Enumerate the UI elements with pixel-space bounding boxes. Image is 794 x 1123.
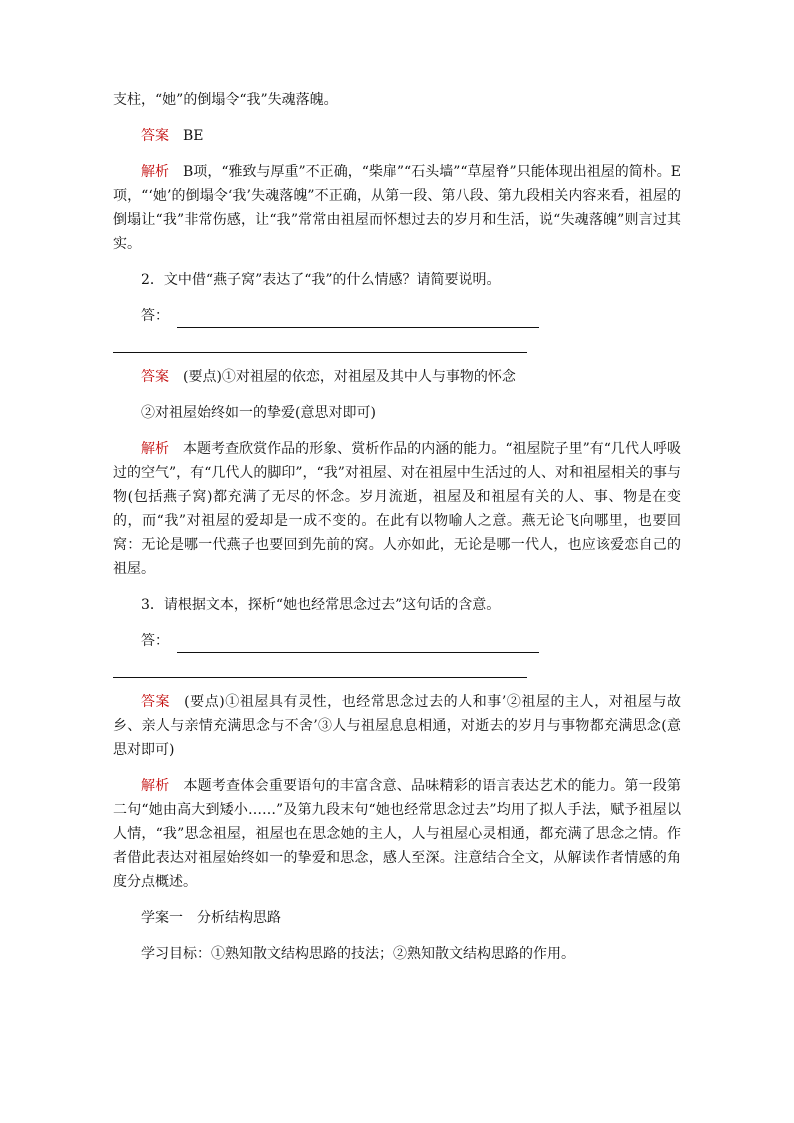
answer-3-text: (要点)①祖屋具有灵性，也经常思念过去的人和事’②祖屋的主人，对祖屋与故乡、亲人与亲情充满思念与不舍’③人与祖屋息息相通，对逝去的岁月与事物都充满思念(意思对即可) (113, 694, 682, 758)
question-2-answer-line[interactable] (113, 304, 681, 328)
analysis-label: 解析 (141, 778, 170, 794)
analysis-3-text: 本题考查体会重要语句的丰富含意、品味精彩的语言表达艺术的能力。第一段第二句“她由高大到矮小……”及第九段末句“她也经常思念过去”均用了拟人手法，赋予祖屋以人情，“我”思念祖屋，祖屋也在思念她的主人，人与祖屋心灵相通，都充满了思念之情。作者借此表达对祖屋始终如一的挚爱和思念，感人至深。注意结合全文，从解读作者情感的角度分点概述。 (113, 778, 682, 890)
answer-label: 答案 (141, 369, 169, 385)
answer-prompt: 答： (141, 633, 169, 649)
answer-blank-full-rule[interactable] (113, 328, 527, 353)
analysis-label: 解析 (141, 164, 170, 180)
analysis-1-text: B项，“雅致与厚重”不正确，“柴扉”“石头墙”“草屋脊”只能体现出祖屋的简朴。E项，“‘她’的倒塌令‘我’失魂落魄”不正确，从第一段、第八段、第九段相关内容来看，祖屋的倒塌让“我”非常伤感，让“我”常常由祖屋而怀想过去的岁月和生活，说“失魂落魄”则言过其实。 (113, 164, 682, 252)
question-2: 2．文中借“燕子窝”表达了“我”的什么情感？请简要说明。 (141, 272, 501, 288)
answer-label: 答案 (141, 128, 169, 144)
answer-prompt: 答： (141, 308, 169, 324)
answer-3 (113, 690, 681, 762)
answer-blank-rule[interactable] (177, 636, 539, 653)
answer-2-line-1 (113, 365, 681, 389)
answer-1-text: BE (183, 128, 204, 144)
document-page (113, 88, 681, 966)
answer-blank-full-rule[interactable] (113, 653, 527, 678)
question-3-answer-line[interactable] (113, 629, 681, 653)
answer-label: 答案 (141, 694, 171, 710)
answer-2-line-2: ②对祖屋始终如一的挚爱(意思对即可) (141, 405, 376, 421)
analysis-3 (113, 774, 681, 894)
analysis-2-text: 本题考查欣赏作品的形象、赏析作品的内涵的能力。“祖屋院子里”有“几代人呼吸过的空气”，有“几代人的脚印”，“我”对祖屋、对在祖屋中生活过的人、对和祖屋相关的事与物(包括燕子窝)都充满了无尽的怀念。岁月流逝，祖屋及和祖屋有关的人、事、物是在变的，而“我”对祖屋的爱却是一成不变的。在此有以物喻人之意。燕无论飞向哪里，也要回窝：无论是哪一代燕子也要回到先前的窝。人亦如此，无论是哪一代人，也应该爱恋自己的祖屋。 (113, 441, 681, 577)
analysis-2 (113, 437, 681, 581)
section-title: 学案一 分析结构思路 (141, 910, 281, 926)
analysis-1 (113, 160, 681, 256)
answer-1 (113, 124, 681, 148)
answer-2-text: (要点)①对祖屋的依恋，对祖屋及其中人与事物的怀念 (183, 369, 516, 385)
analysis-label: 解析 (141, 441, 170, 457)
question-3: 3．请根据文本，探析“她也经常思念过去”这句话的含意。 (141, 597, 501, 613)
answer-blank-rule[interactable] (177, 311, 539, 328)
learning-goal: 学习目标：①熟知散文结构思路的技法；②熟知散文结构思路的作用。 (141, 946, 575, 962)
continuation-paragraph: 支柱，“她”的倒塌令“我”失魂落魄。 (113, 92, 338, 108)
